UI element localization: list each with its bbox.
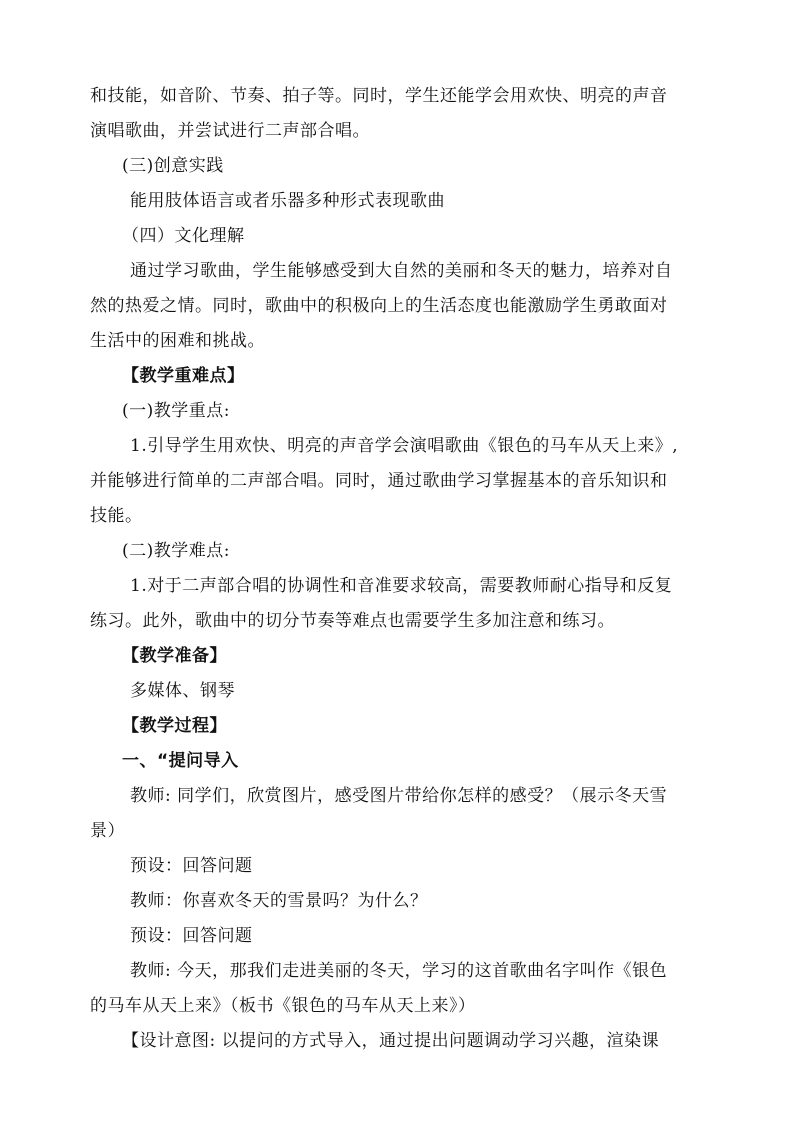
section-subheading: (二)教学难点:	[122, 541, 230, 561]
body-text-line: 演唱歌曲，并尝试进行二声部合唱。	[90, 121, 370, 141]
section-subheading: (一)教学重点:	[122, 401, 230, 421]
body-text-line: 教师: 同学们，欣赏图片，感受图片带给你怎样的感受？（展示冬天雪	[130, 786, 668, 806]
body-text-line: 练习。此外，歌曲中的切分节奏等难点也需要学生多加注意和练习。	[90, 611, 615, 631]
section-heading: 【教学重难点】	[122, 366, 245, 386]
section-subheading: （四）文化理解	[122, 226, 245, 246]
body-text-line: 1.对于二声部合唱的协调性和音准要求较高，需要教师耐心指导和反复	[130, 576, 673, 596]
section-subheading: (三)创意实践	[122, 156, 224, 176]
body-text-line: 然的热爱之情。同时，歌曲中的积极向上的生活态度也能激励学生勇敢面对	[90, 296, 668, 316]
section-subheading: 一、“提问导入	[122, 751, 239, 771]
body-text-line: 教师: 今天，那我们走进美丽的冬天，学习的这首歌曲名字叫作《银色	[130, 961, 668, 981]
body-text-line: 1.引导学生用欢快、明亮的声音学会演唱歌曲《银色的马车从天上来》,	[130, 436, 679, 456]
body-text-line: 预设：回答问题	[130, 856, 253, 876]
body-text-line: 和技能，如音阶、节奏、拍子等。同时，学生还能学会用欢快、明亮的声音	[90, 86, 668, 106]
body-text-line: 预设：回答问题	[130, 926, 253, 946]
body-text-line: 多媒体、钢琴	[130, 681, 235, 701]
section-heading: 【教学过程】	[122, 716, 227, 736]
body-text-line: 能用肢体语言或者乐器多种形式表现歌曲	[130, 191, 445, 211]
body-text-line: 通过学习歌曲，学生能够感受到大自然的美丽和冬天的魅力，培养对自	[130, 261, 673, 281]
body-text-line: 的马车从天上来》（板书《银色的马车从天上来》）	[90, 996, 476, 1016]
body-text-line: 并能够进行简单的二声部合唱。同时，通过歌曲学习掌握基本的音乐知识和	[90, 471, 668, 491]
body-text-line: 教师：你喜欢冬天的雪景吗？为什么？	[130, 891, 428, 911]
body-text-line: 景）	[90, 821, 125, 841]
body-text-line: 技能。	[90, 506, 143, 526]
body-text-line: 生活中的困难和挑战。	[90, 331, 265, 351]
body-text-line: 【设计意图: 以提问的方式导入，通过提出问题调动学习兴趣，渲染课	[122, 1031, 660, 1051]
section-heading: 【教学准备】	[122, 646, 227, 666]
